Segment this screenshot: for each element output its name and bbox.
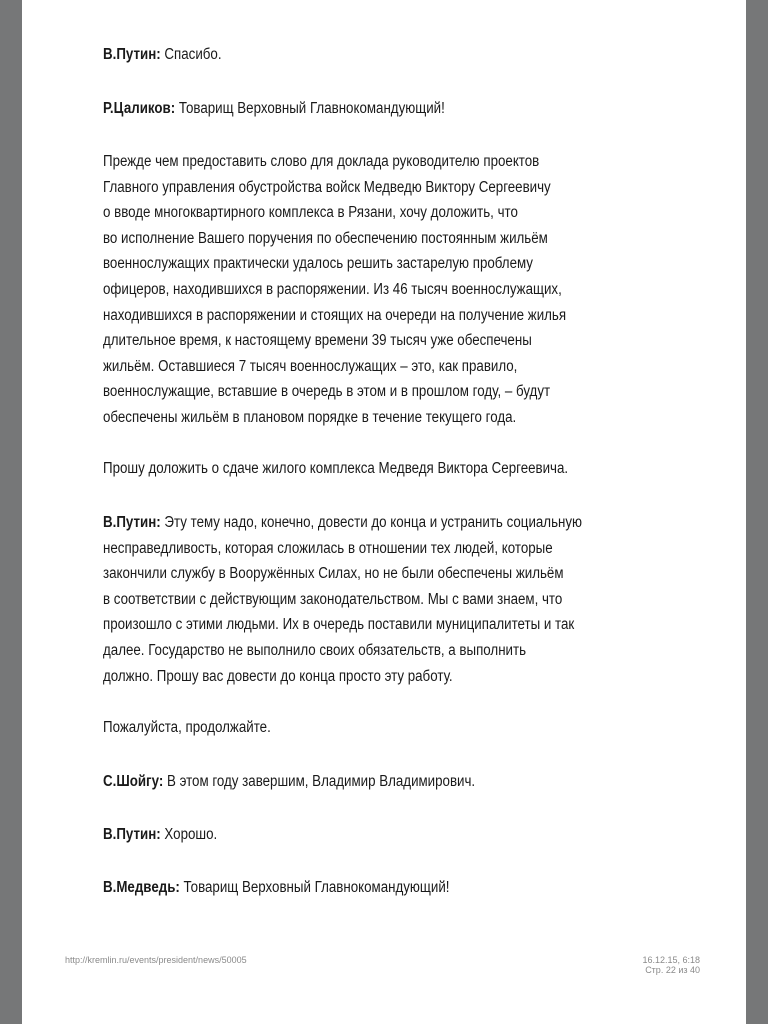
text-line	[103, 638, 653, 664]
text-line	[103, 226, 653, 252]
line-text: несправедливость, которая сложилась в отношении тех людей, которые	[103, 539, 553, 557]
line-text: Эту тему надо, конечно, довести до конца и устранить социальную	[164, 514, 583, 531]
line-text: находившихся в распоряжении и стоящих на очереди на получение жилья	[103, 306, 567, 324]
paragraph	[103, 456, 743, 482]
text-line	[103, 405, 653, 431]
line-text: Пожалуйста, продолжайте.	[103, 719, 271, 736]
line-text: офицеров, находившихся в распоряжении. Из 46 тысяч военнослужащих,	[103, 280, 562, 298]
text-line	[103, 769, 653, 795]
text-line	[103, 277, 653, 303]
line-text: Хорошо.	[164, 826, 218, 843]
line-text: произошло с этими людьми. Их в очередь поставили муниципалитеты и так	[103, 616, 575, 634]
line-text: во исполнение Вашего поручения по обеспечению постоянным жильём	[103, 229, 548, 247]
line-text: Товарищ Верховный Главнокомандующий!	[183, 879, 450, 896]
speaker-paragraph	[103, 510, 743, 689]
footer-datetime: 16.12.15, 6:18	[642, 955, 700, 965]
text-line	[103, 875, 653, 901]
text-line	[103, 328, 653, 354]
text-line	[103, 715, 653, 741]
line-text: обеспечены жильём в плановом порядке в течение текущего года.	[103, 408, 517, 426]
text-line	[103, 510, 653, 536]
line-text: должно. Прошу вас довести до конца просто эту работу.	[103, 667, 453, 685]
paragraph	[103, 715, 743, 741]
text-line	[103, 96, 653, 122]
speaker-paragraph	[103, 42, 743, 68]
text-line	[103, 664, 653, 690]
speaker-paragraph	[103, 96, 743, 122]
line-text: Главного управления обустройства войск Медведю Виктору Сергеевичу	[103, 178, 551, 196]
speaker-name: В.Медведь:	[103, 879, 180, 896]
line-text: о вводе многоквартирного комплекса в Рязани, хочу доложить, что	[103, 204, 518, 222]
text-line	[103, 175, 653, 201]
text-line	[103, 42, 653, 68]
line-text: длительное время, к настоящему времени 39 тысяч уже обеспечены	[103, 332, 532, 350]
text-line	[103, 354, 653, 380]
text-line	[103, 456, 653, 482]
speaker-paragraph	[103, 822, 743, 848]
footer-page-number: Стр. 22 из 40	[645, 965, 700, 975]
text-line	[103, 822, 653, 848]
line-text: жильём. Оставшиеся 7 тысяч военнослужащих – это, как правило,	[103, 357, 518, 375]
text-line	[103, 149, 653, 175]
text-line	[103, 251, 653, 277]
text-line	[103, 612, 653, 638]
speaker-paragraph	[103, 875, 743, 901]
line-text: В этом году завершим, Владимир Владимирович.	[167, 773, 476, 790]
footer-url[interactable]: http://kremlin.ru/events/president/news/50005	[65, 955, 247, 965]
line-text: Товарищ Верховный Главнокомандующий!	[178, 100, 445, 117]
text-line	[103, 536, 653, 562]
line-text: Спасибо.	[164, 46, 222, 63]
text-line	[103, 200, 653, 226]
line-text: в соответствии с действующим законодательством. Мы с вами знаем, что	[103, 590, 563, 608]
line-text: далее. Государство не выполнило своих обязательств, а выполнить	[103, 641, 527, 659]
text-line	[103, 379, 653, 405]
speaker-name: С.Шойгу:	[103, 773, 164, 790]
text-line	[103, 587, 653, 613]
line-text: закончили службу в Вооружённых Силах, но не были обеспечены жильём	[103, 565, 564, 583]
line-text: военнослужащие, вставшие в очередь в этом и в прошлом году, – будут	[103, 383, 551, 401]
line-text: Прошу доложить о сдаче жилого комплекса Медведя Виктора Сергеевича.	[103, 460, 569, 477]
line-text: военнослужащих практически удалось решить застарелую проблему	[103, 255, 533, 273]
text-line	[103, 303, 653, 329]
speaker-name: Р.Цаликов:	[103, 100, 176, 117]
speaker-paragraph	[103, 769, 743, 795]
speaker-name: В.Путин:	[103, 514, 161, 531]
text-line	[103, 561, 653, 587]
document-page	[22, 0, 746, 1024]
speaker-name: В.Путин:	[103, 46, 161, 63]
line-text: Прежде чем предоставить слово для доклада руководителю проектов	[103, 153, 540, 170]
paragraph	[103, 149, 743, 431]
speaker-name: В.Путин:	[103, 826, 161, 843]
